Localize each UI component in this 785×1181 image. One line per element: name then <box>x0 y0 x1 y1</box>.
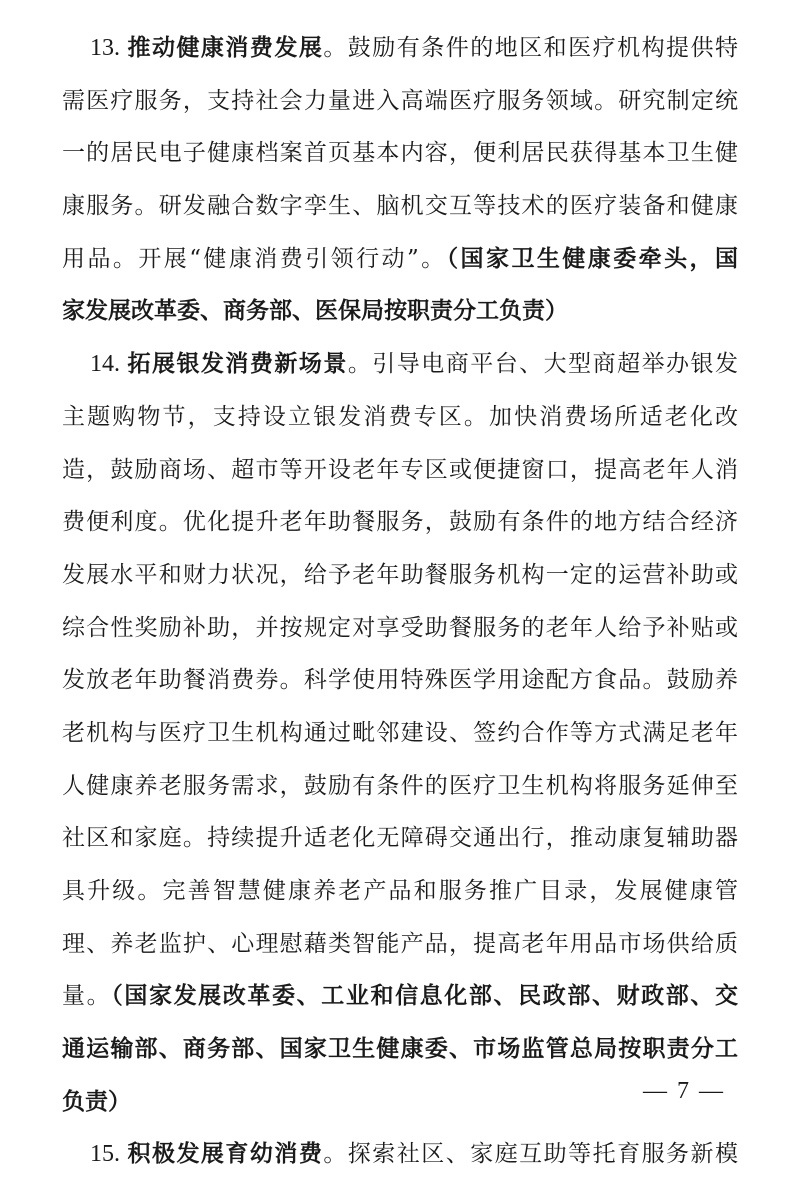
item-number: 14. <box>90 351 128 378</box>
body-text: 需医疗服务，支持社会力量进入高端医疗服务领域。研究制定统 <box>62 87 738 114</box>
bold-text: 推动健康消费发展 <box>127 35 324 61</box>
text-line <box>62 75 738 128</box>
text-line <box>62 233 738 286</box>
bold-text: 拓展银发消费新场景 <box>127 351 348 378</box>
bold-text: 积极发展育幼消费 <box>127 1141 324 1168</box>
body-text: 。鼓励有条件的地区和医疗机构提供特 <box>323 35 738 61</box>
body-text: 。引导电商平台、大型商超举办银发 <box>347 351 738 378</box>
body-text: 主题购物节，支持设立银发消费专区。加快消费场所适老化改 <box>62 403 738 430</box>
text-line <box>62 760 738 813</box>
text-line <box>62 444 738 497</box>
text-line <box>62 1023 738 1076</box>
body-text: 费便利度。优化提升老年助餐服务，鼓励有条件的地方结合经济 <box>62 509 738 536</box>
bold-text: 负责） <box>62 1088 131 1115</box>
text-line <box>62 391 738 444</box>
bold-text: 通运输部、商务部、国家卫生健康委、市场监管总局按职责分工 <box>62 1036 738 1063</box>
body-text: 社区和家庭。持续提升适老化无障碍交通出行，推动康复辅助器 <box>62 825 738 852</box>
text-line <box>62 180 738 233</box>
text-line <box>62 1128 738 1181</box>
body-text: 发展水平和财力状况，给予老年助餐服务机构一定的运营补助或 <box>62 561 738 588</box>
item-number: 15. <box>90 1141 128 1168</box>
text-line <box>62 970 738 1023</box>
body-text: 用品。开展“健康消费引领行动”。 <box>62 245 447 272</box>
text-line <box>62 1076 738 1129</box>
body-text: 具升级。完善智慧健康养老产品和服务推广目录，发展健康管 <box>62 878 738 904</box>
text-line <box>62 918 738 971</box>
body-text: 。探索社区、家庭互助等托育服务新模 <box>323 1141 738 1168</box>
document-body <box>62 22 738 1181</box>
text-line <box>62 654 738 707</box>
text-line <box>62 812 738 865</box>
bold-text: （国家卫生健康委牵头，国 <box>446 245 738 272</box>
page-number: — 7 — <box>643 1078 725 1104</box>
text-line <box>62 338 738 391</box>
bold-text: 家发展改革委、商务部、医保局按职责分工负责） <box>62 298 568 325</box>
text-line <box>62 496 738 549</box>
text-line <box>62 127 738 180</box>
body-text: 综合性奖励补助，并按规定对享受助餐服务的老年人给予补贴或 <box>62 614 738 641</box>
body-text: 量。 <box>62 983 112 1010</box>
text-line <box>62 22 738 75</box>
item-number: 13. <box>90 35 128 61</box>
body-text: 人健康养老服务需求，鼓励有条件的医疗卫生机构将服务延伸至 <box>62 772 738 799</box>
text-line <box>62 707 738 760</box>
body-text: 老机构与医疗卫生机构通过毗邻建设、签约合作等方式满足老年 <box>62 719 738 746</box>
body-text: 造，鼓励商场、超市等开设老年专区或便捷窗口，提高老年人消 <box>62 456 738 483</box>
text-line <box>62 285 738 338</box>
text-line <box>62 602 738 655</box>
text-line <box>62 865 738 918</box>
bold-text: （国家发展改革委、工业和信息化部、民政部、财政部、交 <box>111 983 738 1010</box>
body-text: 康服务。研发融合数字孪生、脑机交互等技术的医疗装备和健康 <box>62 193 738 220</box>
body-text: 发放老年助餐消费券。科学使用特殊医学用途配方食品。鼓励养 <box>62 667 738 694</box>
text-line <box>62 549 738 602</box>
body-text: 一的居民电子健康档案首页基本内容，便利居民获得基本卫生健 <box>62 140 738 167</box>
body-text: 理、养老监护、心理慰藉类智能产品，提高老年用品市场供给质 <box>62 930 738 957</box>
